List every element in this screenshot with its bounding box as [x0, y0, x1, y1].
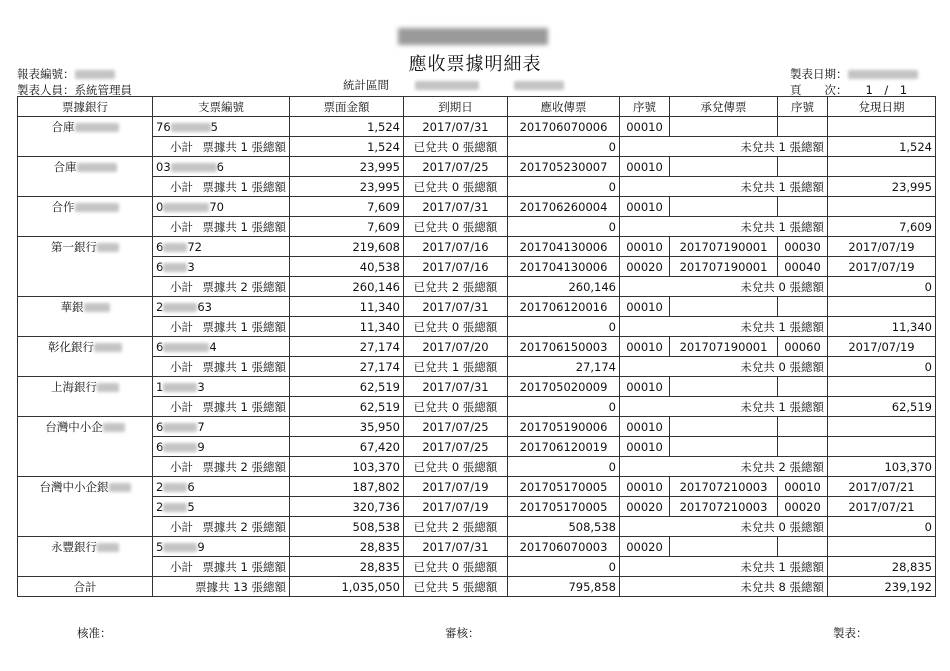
report-no: [17, 66, 115, 82]
subtotal-cashed-label: 已兌共 2 張總額: [404, 277, 508, 297]
subtotal-uncashed-amount: 103,370: [828, 457, 936, 477]
amount-cell: 23,995: [290, 157, 404, 177]
amount-cell: 35,950: [290, 417, 404, 437]
subtotal-cashed-amount: 0: [508, 457, 620, 477]
subtotal-row: [18, 277, 936, 297]
seq2-cell: [778, 197, 828, 217]
subtotal-row: [18, 317, 936, 337]
subtotal-cashed-amount: 508,538: [508, 517, 620, 537]
subtotal-row: [18, 517, 936, 537]
check-no-cell: 5 9: [153, 537, 290, 557]
receivable-voucher-cell: 201706070006: [508, 117, 620, 137]
receivable-voucher-cell: 201706150003: [508, 337, 620, 357]
subtotal-uncashed-amount: 23,995: [828, 177, 936, 197]
subtotal-amount: 62,519: [290, 397, 404, 417]
subtotal-uncashed-label: 未兌共 1 張總額: [620, 177, 828, 197]
check-no-cell: 6 4: [153, 337, 290, 357]
approve-signature: 核准：: [77, 626, 112, 640]
subtotal-row: [18, 557, 936, 577]
subtotal-label-cell: 小計 票據共 1 張總額: [153, 177, 290, 197]
col-receivable-voucher: 應收傳票: [508, 97, 620, 117]
subtotal-cashed-label: 已兌共 0 張總額: [404, 137, 508, 157]
col-bank: 票據銀行: [18, 97, 153, 117]
seq-cell: 00020: [620, 497, 670, 517]
bank-cell: [18, 437, 153, 457]
receivable-voucher-cell: 201706070003: [508, 537, 620, 557]
bank-cell: [18, 477, 153, 497]
amount-cell: 320,736: [290, 497, 404, 517]
amount-cell: 62,519: [290, 377, 404, 397]
cash-date-cell: [828, 417, 936, 437]
check-no-cell: 6 72: [153, 237, 290, 257]
subtotal-row: [18, 397, 936, 417]
bank-cell: [18, 177, 153, 197]
subtotal-uncashed-label: 未兌共 1 張總額: [620, 217, 828, 237]
receivable-voucher-cell: 201704130006: [508, 257, 620, 277]
receivable-voucher-cell: 201706120019: [508, 437, 620, 457]
total-label: 合計: [18, 577, 153, 597]
seq2-cell: [778, 437, 828, 457]
bank-cell: [18, 397, 153, 417]
bank-cell: [18, 557, 153, 577]
bank-cell: [18, 237, 153, 257]
receivable-voucher-cell: 201705230007: [508, 157, 620, 177]
check-no-redacted: [163, 483, 187, 492]
bank-name: 合庫: [51, 119, 75, 134]
cash-date-cell: [828, 297, 936, 317]
bank-cell: [18, 457, 153, 477]
subtotal-cashed-label: 已兌共 0 張總額: [404, 217, 508, 237]
check-no-redacted: [163, 503, 187, 512]
table-row: [18, 417, 936, 437]
bank-name: 上海銀行: [51, 379, 97, 394]
subtotal-uncashed-label: 未兌共 1 張總額: [620, 557, 828, 577]
subtotal-uncashed-amount: 7,609: [828, 217, 936, 237]
check-no-cell: 2 63: [153, 297, 290, 317]
total-amount: 1,035,050: [290, 577, 404, 597]
bank-branch-redacted: [97, 383, 119, 392]
check-no-cell: 0 70: [153, 197, 290, 217]
subtotal-uncashed-amount: 0: [828, 517, 936, 537]
total-count: 票據共 13 張總額: [153, 577, 290, 597]
check-no-cell: 76 5: [153, 117, 290, 137]
receivable-notes-table: [17, 96, 936, 597]
bank-branch-redacted: [103, 423, 125, 432]
bank-cell: [18, 497, 153, 517]
subtotal-cashed-amount: 0: [508, 177, 620, 197]
check-no-redacted: [163, 543, 197, 552]
bank-name: 彰化銀行: [48, 339, 94, 354]
accept-voucher-cell: [670, 417, 778, 437]
subtotal-uncashed-amount: 0: [828, 277, 936, 297]
check-no-cell: 6 7: [153, 417, 290, 437]
subtotal-label-cell: 小計 票據共 2 張總額: [153, 277, 290, 297]
col-seq2: 序號: [778, 97, 828, 117]
subtotal-amount: 11,340: [290, 317, 404, 337]
table-row: [18, 117, 936, 137]
table-row: [18, 437, 936, 457]
bank-cell: [18, 257, 153, 277]
due-date-cell: 2017/07/31: [404, 197, 508, 217]
bank-cell: [18, 377, 153, 397]
cash-date-cell: [828, 437, 936, 457]
bank-name: 永豐銀行: [51, 539, 97, 554]
bank-cell: [18, 317, 153, 337]
accept-voucher-cell: 201707190001: [670, 337, 778, 357]
period-end-redacted: [514, 81, 564, 90]
col-amount: 票面金額: [290, 97, 404, 117]
check-no-redacted: [163, 443, 197, 452]
bank-branch-redacted: [77, 163, 117, 172]
subtotal-uncashed-label: 未兌共 1 張總額: [620, 317, 828, 337]
check-no-redacted: [171, 163, 217, 172]
subtotal-uncashed-label: 未兌共 1 張總額: [620, 397, 828, 417]
subtotal-row: [18, 357, 936, 377]
check-no-redacted: [163, 203, 209, 212]
receivable-voucher-cell: 201706120016: [508, 297, 620, 317]
due-date-cell: 2017/07/16: [404, 257, 508, 277]
seq-cell: 00010: [620, 417, 670, 437]
maker-label: 製表人員：: [17, 83, 75, 97]
table-row: [18, 497, 936, 517]
bank-cell: [18, 277, 153, 297]
cash-date-cell: [828, 537, 936, 557]
subtotal-cashed-label: 已兌共 0 張總額: [404, 397, 508, 417]
table-row: [18, 297, 936, 317]
report-no-label: 報表編號：: [17, 67, 75, 81]
subtotal-amount: 260,146: [290, 277, 404, 297]
due-date-cell: 2017/07/25: [404, 417, 508, 437]
seq-cell: 00010: [620, 237, 670, 257]
bank-branch-redacted: [75, 123, 119, 132]
seq2-cell: 00030: [778, 237, 828, 257]
check-no-redacted: [163, 263, 187, 272]
seq-cell: 00020: [620, 537, 670, 557]
subtotal-uncashed-label: 未兌共 0 張總額: [620, 357, 828, 377]
subtotal-cashed-label: 已兌共 0 張總額: [404, 557, 508, 577]
period-label: 統計區間: [343, 78, 389, 92]
table-row: [18, 537, 936, 557]
amount-cell: 27,174: [290, 337, 404, 357]
col-seq: 序號: [620, 97, 670, 117]
subtotal-uncashed-label: 未兌共 0 張總額: [620, 517, 828, 537]
due-date-cell: 2017/07/31: [404, 117, 508, 137]
receivable-voucher-cell: 201706260004: [508, 197, 620, 217]
seq-cell: 00010: [620, 477, 670, 497]
subtotal-uncashed-amount: 11,340: [828, 317, 936, 337]
maker-signature: 製表：: [833, 626, 868, 640]
table-row: [18, 237, 936, 257]
cash-date-cell: 2017/07/19: [828, 337, 936, 357]
report-no-redacted: [75, 70, 115, 79]
receivable-voucher-cell: 201705170005: [508, 497, 620, 517]
bank-branch-redacted: [75, 203, 119, 212]
subtotal-amount: 23,995: [290, 177, 404, 197]
seq2-cell: [778, 377, 828, 397]
bank-branch-redacted: [109, 483, 131, 492]
seq2-cell: [778, 157, 828, 177]
bank-branch-redacted: [97, 543, 119, 552]
bank-name: 台灣中小企: [45, 419, 103, 434]
seq-cell: 00020: [620, 257, 670, 277]
subtotal-label-cell: 小計 票據共 1 張總額: [153, 357, 290, 377]
table-body: [18, 117, 936, 597]
seq2-cell: [778, 417, 828, 437]
seq2-cell: 00040: [778, 257, 828, 277]
page-value: 1 / 1: [865, 83, 908, 97]
cash-date-cell: 2017/07/19: [828, 257, 936, 277]
subtotal-row: [18, 137, 936, 157]
seq-cell: 00010: [620, 377, 670, 397]
bank-name: 合作: [51, 199, 75, 214]
check-no-cell: 1 3: [153, 377, 290, 397]
col-check-no: 支票編號: [153, 97, 290, 117]
report-date-label: 製表日期：: [790, 67, 848, 81]
subtotal-amount: 508,538: [290, 517, 404, 537]
due-date-cell: 2017/07/31: [404, 297, 508, 317]
bank-name: 第一銀行: [51, 239, 97, 254]
table-row: [18, 477, 936, 497]
due-date-cell: 2017/07/19: [404, 497, 508, 517]
subtotal-cashed-amount: 0: [508, 557, 620, 577]
amount-cell: 40,538: [290, 257, 404, 277]
bank-cell: [18, 517, 153, 537]
col-cash-date: 兌現日期: [828, 97, 936, 117]
subtotal-uncashed-amount: 28,835: [828, 557, 936, 577]
subtotal-amount: 7,609: [290, 217, 404, 237]
subtotal-cashed-amount: 0: [508, 137, 620, 157]
subtotal-row: [18, 217, 936, 237]
cash-date-cell: [828, 197, 936, 217]
maker-value: 系統管理員: [74, 83, 132, 97]
subtotal-label-cell: 小計 票據共 1 張總額: [153, 137, 290, 157]
bank-cell: [18, 197, 153, 217]
subtotal-amount: 103,370: [290, 457, 404, 477]
subtotal-uncashed-label: 未兌共 2 張總額: [620, 457, 828, 477]
seq2-cell: [778, 297, 828, 317]
amount-cell: 67,420: [290, 437, 404, 457]
col-accept-voucher: 承兌傳票: [670, 97, 778, 117]
subtotal-cashed-amount: 260,146: [508, 277, 620, 297]
subtotal-uncashed-amount: 1,524: [828, 137, 936, 157]
subtotal-cashed-label: 已兌共 0 張總額: [404, 177, 508, 197]
accept-voucher-cell: 201707190001: [670, 257, 778, 277]
seq2-cell: 00060: [778, 337, 828, 357]
period: [343, 77, 564, 93]
due-date-cell: 2017/07/25: [404, 157, 508, 177]
seq2-cell: [778, 117, 828, 137]
subtotal-amount: 28,835: [290, 557, 404, 577]
seq2-cell: 00020: [778, 497, 828, 517]
receivable-voucher-cell: 201704130006: [508, 237, 620, 257]
company-name-redacted: [398, 28, 548, 45]
report-date: [790, 66, 918, 82]
review-signature: 審核：: [445, 626, 480, 640]
bank-branch-redacted: [84, 303, 110, 312]
cash-date-cell: [828, 157, 936, 177]
seq2-cell: 00010: [778, 477, 828, 497]
subtotal-amount: 1,524: [290, 137, 404, 157]
amount-cell: 187,802: [290, 477, 404, 497]
subtotal-label-cell: 小計 票據共 2 張總額: [153, 457, 290, 477]
check-no-cell: 6 9: [153, 437, 290, 457]
due-date-cell: 2017/07/16: [404, 237, 508, 257]
bank-cell: [18, 417, 153, 437]
subtotal-label-cell: 小計 票據共 1 張總額: [153, 217, 290, 237]
accept-voucher-cell: [670, 297, 778, 317]
bank-cell: [18, 537, 153, 557]
subtotal-label-cell: 小計 票據共 1 張總額: [153, 397, 290, 417]
accept-voucher-cell: [670, 537, 778, 557]
subtotal-label-cell: 小計 票據共 1 張總額: [153, 557, 290, 577]
accept-voucher-cell: 201707210003: [670, 497, 778, 517]
bank-name: 華銀: [60, 299, 84, 314]
bank-cell: [18, 217, 153, 237]
due-date-cell: 2017/07/31: [404, 377, 508, 397]
bank-cell: [18, 137, 153, 157]
subtotal-cashed-label: 已兌共 1 張總額: [404, 357, 508, 377]
subtotal-uncashed-amount: 0: [828, 357, 936, 377]
amount-cell: 219,608: [290, 237, 404, 257]
amount-cell: 28,835: [290, 537, 404, 557]
bank-cell: [18, 357, 153, 377]
check-no-cell: 2 6: [153, 477, 290, 497]
subtotal-amount: 27,174: [290, 357, 404, 377]
total-cashed-label: 已兌共 5 張總額: [404, 577, 508, 597]
cash-date-cell: 2017/07/19: [828, 237, 936, 257]
bank-name: 台灣中小企銀: [39, 479, 109, 494]
cash-date-cell: 2017/07/21: [828, 497, 936, 517]
cash-date-cell: 2017/07/21: [828, 477, 936, 497]
receivable-voucher-cell: 201705020009: [508, 377, 620, 397]
subtotal-cashed-amount: 0: [508, 217, 620, 237]
seq-cell: 00010: [620, 197, 670, 217]
accept-voucher-cell: 201707190001: [670, 237, 778, 257]
due-date-cell: 2017/07/31: [404, 537, 508, 557]
bank-name: 合庫: [53, 159, 77, 174]
receivable-voucher-cell: 201705190006: [508, 417, 620, 437]
bank-cell: [18, 157, 153, 177]
page-label: 頁 次：: [790, 83, 848, 97]
seq-cell: 00010: [620, 157, 670, 177]
seq2-cell: [778, 537, 828, 557]
subtotal-uncashed-label: 未兌共 1 張總額: [620, 137, 828, 157]
seq-cell: 00010: [620, 297, 670, 317]
receivable-voucher-cell: 201705170005: [508, 477, 620, 497]
amount-cell: 11,340: [290, 297, 404, 317]
accept-voucher-cell: [670, 157, 778, 177]
subtotal-cashed-amount: 0: [508, 397, 620, 417]
subtotal-row: [18, 177, 936, 197]
col-due-date: 到期日: [404, 97, 508, 117]
bank-branch-redacted: [94, 343, 122, 352]
subtotal-row: [18, 457, 936, 477]
subtotal-label-cell: 小計 票據共 2 張總額: [153, 517, 290, 537]
subtotal-uncashed-amount: 62,519: [828, 397, 936, 417]
check-no-redacted: [163, 423, 197, 432]
check-no-redacted: [163, 343, 209, 352]
table-row: [18, 257, 936, 277]
period-start-redacted: [415, 81, 479, 90]
amount-cell: 7,609: [290, 197, 404, 217]
subtotal-cashed-amount: 0: [508, 317, 620, 337]
check-no-cell: 2 5: [153, 497, 290, 517]
total-uncashed-label: 未兌共 8 張總額: [620, 577, 828, 597]
table-row: [18, 157, 936, 177]
subtotal-cashed-label: 已兌共 0 張總額: [404, 457, 508, 477]
check-no-redacted: [171, 123, 211, 132]
accept-voucher-cell: [670, 437, 778, 457]
accept-voucher-cell: 201707210003: [670, 477, 778, 497]
check-no-cell: 6 3: [153, 257, 290, 277]
subtotal-cashed-label: 已兌共 0 張總額: [404, 317, 508, 337]
table-header-row: [18, 97, 936, 117]
accept-voucher-cell: [670, 117, 778, 137]
subtotal-cashed-amount: 27,174: [508, 357, 620, 377]
total-cashed-amount: 795,858: [508, 577, 620, 597]
accept-voucher-cell: [670, 377, 778, 397]
seq-cell: 00010: [620, 437, 670, 457]
report-title: 應收票據明細表: [408, 54, 542, 75]
amount-cell: 1,524: [290, 117, 404, 137]
cash-date-cell: [828, 117, 936, 137]
subtotal-label-cell: 小計 票據共 1 張總額: [153, 317, 290, 337]
bank-branch-redacted: [97, 243, 119, 252]
subtotal-uncashed-label: 未兌共 0 張總額: [620, 277, 828, 297]
cash-date-cell: [828, 377, 936, 397]
check-no-redacted: [163, 243, 187, 252]
due-date-cell: 2017/07/20: [404, 337, 508, 357]
check-no-redacted: [163, 383, 197, 392]
table-row: [18, 377, 936, 397]
seq-cell: 00010: [620, 337, 670, 357]
bank-cell: [18, 297, 153, 317]
table-row: [18, 197, 936, 217]
due-date-cell: 2017/07/25: [404, 437, 508, 457]
due-date-cell: 2017/07/19: [404, 477, 508, 497]
total-uncashed-amount: 239,192: [828, 577, 936, 597]
bank-cell: [18, 117, 153, 137]
accept-voucher-cell: [670, 197, 778, 217]
subtotal-cashed-label: 已兌共 2 張總額: [404, 517, 508, 537]
total-row: [18, 577, 936, 597]
check-no-cell: 03 6: [153, 157, 290, 177]
seq-cell: 00010: [620, 117, 670, 137]
check-no-redacted: [163, 303, 197, 312]
table-row: [18, 337, 936, 357]
report-date-redacted: [848, 70, 918, 79]
bank-cell: [18, 337, 153, 357]
